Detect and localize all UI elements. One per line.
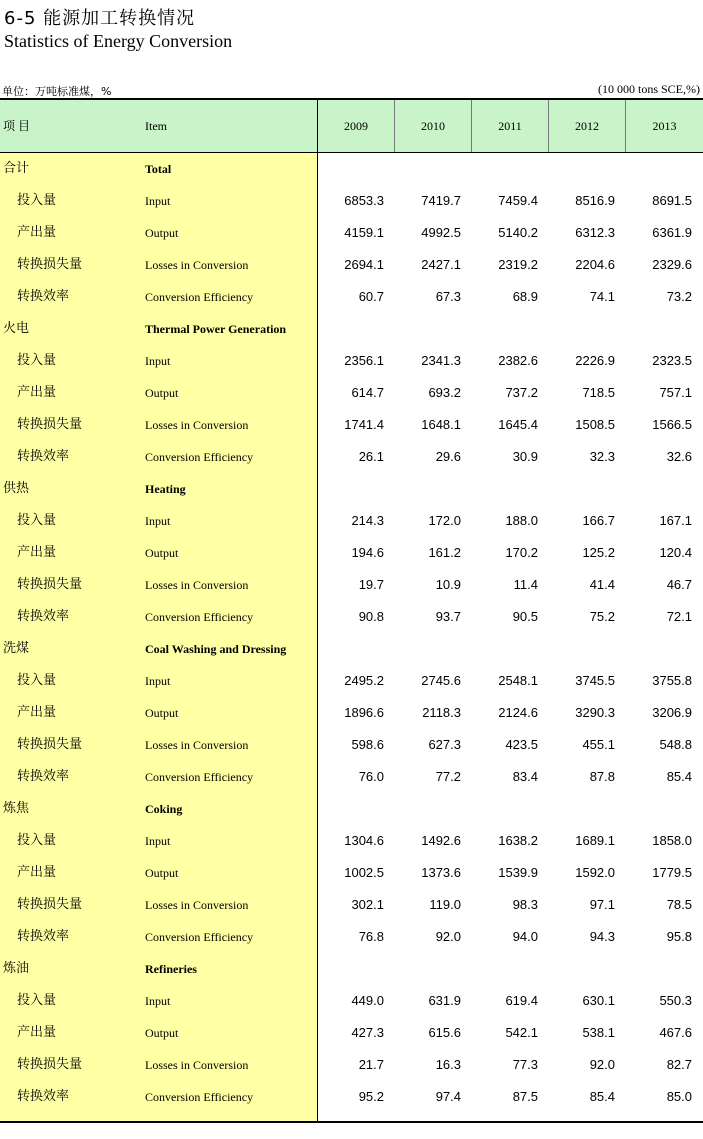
value-cell-2010: 97.4 (435, 1089, 461, 1104)
section-row (0, 953, 703, 985)
value-cell-2009: 2495.2 (344, 673, 384, 688)
row-label-english: Input (145, 674, 171, 688)
value-cell-2011: 1645.4 (498, 417, 538, 432)
value-cell-2009: 2356.1 (344, 353, 384, 368)
value-cell-2012: 3290.3 (575, 705, 615, 720)
value-cell-2009: 21.7 (358, 1057, 384, 1072)
value-cell-2012: 125.2 (582, 545, 615, 560)
row-label-english: Conversion Efficiency (145, 1090, 254, 1104)
row-label-chinese: 产出量 (17, 385, 57, 400)
section-row (0, 153, 703, 185)
header-item-english: Item (145, 119, 167, 133)
value-cell-2013: 120.4 (659, 545, 692, 560)
value-cell-2009: 6853.3 (344, 193, 384, 208)
value-cell-2013: 46.7 (666, 577, 692, 592)
value-cell-2012: 3745.5 (575, 673, 615, 688)
header-year-2012: 2012 (575, 119, 599, 133)
row-label-english: Output (145, 866, 179, 880)
table-row (0, 537, 703, 569)
value-cell-2010: 693.2 (428, 385, 461, 400)
row-label-chinese: 产出量 (17, 705, 57, 720)
value-cell-2011: 2124.6 (498, 705, 538, 720)
title-chinese: 6-5 能源加工转换情况 (4, 8, 196, 29)
row-label-chinese: 转换效率 (17, 289, 70, 304)
value-cell-2010: 2745.6 (421, 673, 461, 688)
row-label-chinese: 转换效率 (17, 769, 70, 784)
value-cell-2012: 87.8 (589, 769, 615, 784)
value-cell-2011: 87.5 (512, 1089, 538, 1104)
value-cell-2012: 6312.3 (575, 225, 615, 240)
value-cell-2009: 90.8 (358, 609, 384, 624)
row-label-chinese: 转换效率 (17, 929, 70, 944)
value-cell-2012: 94.3 (589, 929, 615, 944)
value-cell-2013: 2323.5 (652, 353, 692, 368)
table-row (0, 825, 703, 857)
value-cell-2010: 2341.3 (421, 353, 461, 368)
section-row (0, 633, 703, 665)
value-cell-2010: 119.0 (429, 897, 461, 912)
value-cell-2009: 19.7 (358, 577, 384, 592)
value-cell-2009: 76.0 (358, 769, 384, 784)
row-label-english: Losses in Conversion (145, 418, 249, 432)
value-cell-2011: 1539.9 (498, 865, 538, 880)
value-cell-2011: 77.3 (512, 1057, 538, 1072)
value-cell-2013: 78.5 (666, 897, 692, 912)
table-row (0, 921, 703, 953)
value-cell-2012: 75.2 (589, 609, 615, 624)
row-label-chinese: 转换损失量 (17, 1057, 83, 1072)
row-label-english: Output (145, 226, 179, 240)
table-row (0, 217, 703, 249)
value-cell-2010: 7419.7 (421, 193, 461, 208)
value-cell-2010: 615.6 (428, 1025, 461, 1040)
table-row (0, 281, 703, 313)
value-cell-2011: 83.4 (512, 769, 538, 784)
value-cell-2011: 98.3 (512, 897, 538, 912)
row-label-english: Losses in Conversion (145, 258, 249, 272)
table-row (0, 857, 703, 889)
value-cell-2011: 2319.2 (498, 257, 538, 272)
table-row (0, 729, 703, 761)
table-row (0, 697, 703, 729)
table-row (0, 601, 703, 633)
value-cell-2009: 4159.1 (344, 225, 384, 240)
row-label-chinese: 转换损失量 (17, 257, 83, 272)
value-cell-2013: 85.4 (666, 769, 692, 784)
row-label-chinese: 产出量 (17, 545, 57, 560)
row-label-english: Conversion Efficiency (145, 450, 254, 464)
value-cell-2013: 3206.9 (652, 705, 692, 720)
row-label-chinese: 转换损失量 (17, 417, 83, 432)
value-cell-2009: 614.7 (351, 385, 384, 400)
value-cell-2009: 95.2 (358, 1089, 384, 1104)
value-cell-2013: 467.6 (659, 1025, 692, 1040)
value-cell-2012: 32.3 (589, 449, 615, 464)
value-cell-2010: 16.3 (435, 1057, 461, 1072)
value-cell-2012: 8516.9 (575, 193, 615, 208)
value-cell-2009: 1896.6 (344, 705, 384, 720)
header-year-2013: 2013 (652, 119, 677, 133)
bottom-rule (0, 1121, 703, 1123)
value-cell-2011: 619.4 (505, 993, 538, 1008)
value-cell-2010: 161.2 (428, 545, 461, 560)
value-cell-2009: 302.1 (351, 897, 384, 912)
section-label-english: Coking (145, 802, 183, 816)
row-label-chinese: 投入量 (17, 193, 57, 208)
table-row (0, 665, 703, 697)
value-cell-2011: 188.0 (505, 513, 538, 528)
header-year-2011: 2011 (498, 119, 522, 133)
value-cell-2013: 6361.9 (652, 225, 692, 240)
value-cell-2013: 1779.5 (652, 865, 692, 880)
row-label-chinese: 投入量 (17, 993, 57, 1008)
section-row (0, 313, 703, 345)
value-cell-2011: 90.5 (512, 609, 538, 624)
value-cell-2011: 2548.1 (498, 673, 538, 688)
value-cell-2011: 30.9 (512, 449, 538, 464)
value-cell-2012: 92.0 (589, 1057, 615, 1072)
section-label-chinese: 炼焦 (3, 801, 30, 816)
row-label-chinese: 产出量 (17, 225, 57, 240)
row-label-chinese: 转换效率 (17, 449, 70, 464)
table-row (0, 409, 703, 441)
section-label-chinese: 供热 (3, 481, 30, 496)
value-cell-2013: 1858.0 (652, 833, 692, 848)
value-cell-2012: 97.1 (589, 897, 615, 912)
value-cell-2009: 1002.5 (344, 865, 384, 880)
value-cell-2009: 60.7 (358, 289, 384, 304)
value-cell-2013: 2329.6 (652, 257, 692, 272)
row-label-chinese: 投入量 (17, 833, 57, 848)
value-cell-2011: 170.2 (505, 545, 538, 560)
value-cell-2010: 1373.6 (421, 865, 461, 880)
row-label-english: Input (145, 994, 171, 1008)
table-row (0, 1049, 703, 1081)
value-cell-2010: 10.9 (435, 577, 461, 592)
unit-note-chinese: 单位：万吨标准煤，% (2, 85, 112, 98)
value-cell-2009: 76.8 (358, 929, 384, 944)
row-label-english: Losses in Conversion (145, 578, 249, 592)
value-cell-2012: 1592.0 (575, 865, 615, 880)
section-label-chinese: 炼油 (3, 961, 30, 976)
table-row (0, 889, 703, 921)
value-cell-2009: 427.3 (351, 1025, 384, 1040)
row-label-chinese: 转换损失量 (17, 897, 83, 912)
value-cell-2012: 85.4 (589, 1089, 615, 1104)
value-cell-2011: 542.1 (505, 1025, 538, 1040)
table-row (0, 985, 703, 1017)
value-cell-2013: 167.1 (659, 513, 692, 528)
row-label-chinese: 投入量 (17, 673, 57, 688)
row-label-english: Input (145, 834, 171, 848)
value-cell-2010: 77.2 (435, 769, 461, 784)
value-cell-2009: 2694.1 (344, 257, 384, 272)
value-cell-2011: 737.2 (505, 385, 538, 400)
row-label-english: Output (145, 546, 179, 560)
table-row (0, 377, 703, 409)
section-row (0, 473, 703, 505)
value-cell-2010: 627.3 (428, 737, 461, 752)
title-english: Statistics of Energy Conversion (4, 31, 233, 51)
section-label-chinese: 火电 (3, 321, 30, 336)
value-cell-2011: 5140.2 (498, 225, 538, 240)
row-label-chinese: 投入量 (17, 353, 57, 368)
row-label-chinese: 产出量 (17, 1025, 57, 1040)
row-label-english: Losses in Conversion (145, 1058, 249, 1072)
header-item-chinese: 项 目 (3, 119, 31, 133)
section-label-english: Refineries (145, 962, 197, 976)
value-cell-2012: 630.1 (582, 993, 615, 1008)
value-cell-2009: 1304.6 (344, 833, 384, 848)
table-row (0, 505, 703, 537)
value-cell-2013: 550.3 (659, 993, 692, 1008)
row-label-english: Losses in Conversion (145, 738, 249, 752)
value-cell-2012: 2226.9 (575, 353, 615, 368)
section-label-chinese: 洗煤 (3, 641, 30, 656)
value-cell-2013: 3755.8 (652, 673, 692, 688)
value-cell-2013: 95.8 (666, 929, 692, 944)
value-cell-2010: 631.9 (428, 993, 461, 1008)
table-row (0, 441, 703, 473)
table-body (0, 153, 703, 1121)
value-cell-2012: 2204.6 (575, 257, 615, 272)
value-cell-2009: 194.6 (351, 545, 384, 560)
value-cell-2010: 2118.3 (422, 705, 461, 720)
value-cell-2012: 538.1 (582, 1025, 615, 1040)
value-cell-2010: 92.0 (435, 929, 461, 944)
section-label-chinese: 合计 (3, 161, 30, 176)
row-label-english: Conversion Efficiency (145, 930, 254, 944)
value-cell-2013: 757.1 (659, 385, 692, 400)
value-cell-2011: 7459.4 (498, 193, 538, 208)
value-cell-2011: 1638.2 (498, 833, 538, 848)
row-label-english: Input (145, 354, 171, 368)
row-label-chinese: 投入量 (17, 513, 57, 528)
value-cell-2010: 2427.1 (421, 257, 461, 272)
value-cell-2013: 8691.5 (652, 193, 692, 208)
row-label-english: Output (145, 1026, 179, 1040)
value-cell-2013: 72.1 (666, 609, 692, 624)
section-row (0, 793, 703, 825)
table-row (0, 345, 703, 377)
header-year-2010: 2010 (421, 119, 445, 133)
value-cell-2013: 32.6 (666, 449, 692, 464)
value-cell-2010: 1648.1 (421, 417, 461, 432)
value-cell-2011: 2382.6 (498, 353, 538, 368)
row-label-chinese: 转换效率 (17, 609, 70, 624)
header-year-2009: 2009 (344, 119, 368, 133)
table-row (0, 761, 703, 793)
table-row (0, 185, 703, 217)
section-label-english: Coal Washing and Dressing (145, 642, 287, 656)
value-cell-2011: 11.4 (513, 577, 538, 592)
value-cell-2009: 1741.4 (344, 417, 384, 432)
value-cell-2009: 598.6 (351, 737, 384, 752)
row-label-english: Conversion Efficiency (145, 610, 254, 624)
row-label-english: Input (145, 194, 171, 208)
row-label-chinese: 转换效率 (17, 1089, 70, 1104)
section-label-english: Thermal Power Generation (145, 322, 287, 336)
value-cell-2013: 1566.5 (652, 417, 692, 432)
value-cell-2009: 26.1 (358, 449, 384, 464)
value-cell-2012: 455.1 (582, 737, 615, 752)
value-cell-2010: 93.7 (435, 609, 461, 624)
value-cell-2010: 29.6 (435, 449, 461, 464)
section-label-english: Total (145, 162, 172, 176)
table-header (0, 100, 703, 153)
table-row (0, 1017, 703, 1049)
value-cell-2009: 449.0 (351, 993, 384, 1008)
value-cell-2010: 67.3 (435, 289, 461, 304)
row-label-english: Output (145, 386, 179, 400)
value-cell-2012: 166.7 (582, 513, 615, 528)
value-cell-2009: 214.3 (351, 513, 384, 528)
value-cell-2013: 85.0 (666, 1089, 692, 1104)
value-cell-2011: 68.9 (512, 289, 538, 304)
table-row (0, 569, 703, 601)
value-cell-2011: 94.0 (512, 929, 538, 944)
row-label-english: Losses in Conversion (145, 898, 249, 912)
row-label-chinese: 产出量 (17, 865, 57, 880)
row-label-english: Output (145, 706, 179, 720)
value-cell-2012: 718.5 (582, 385, 615, 400)
row-label-chinese: 转换损失量 (17, 737, 83, 752)
value-cell-2013: 82.7 (666, 1057, 692, 1072)
value-cell-2010: 4992.5 (421, 225, 461, 240)
value-cell-2010: 172.0 (428, 513, 461, 528)
row-label-chinese: 转换损失量 (17, 577, 83, 592)
table-row (0, 249, 703, 281)
unit-note-english: (10 000 tons SCE,%) (598, 82, 700, 96)
row-label-english: Conversion Efficiency (145, 770, 254, 784)
row-label-english: Input (145, 514, 171, 528)
section-label-english: Heating (145, 482, 186, 496)
value-cell-2010: 1492.6 (421, 833, 461, 848)
value-cell-2012: 41.4 (589, 577, 615, 592)
value-cell-2013: 73.2 (666, 289, 692, 304)
table-row (0, 1081, 703, 1113)
value-cell-2012: 1508.5 (575, 417, 615, 432)
value-cell-2012: 74.1 (589, 289, 615, 304)
value-cell-2011: 423.5 (505, 737, 538, 752)
row-label-english: Conversion Efficiency (145, 290, 254, 304)
value-cell-2013: 548.8 (659, 737, 692, 752)
value-cell-2012: 1689.1 (575, 833, 615, 848)
